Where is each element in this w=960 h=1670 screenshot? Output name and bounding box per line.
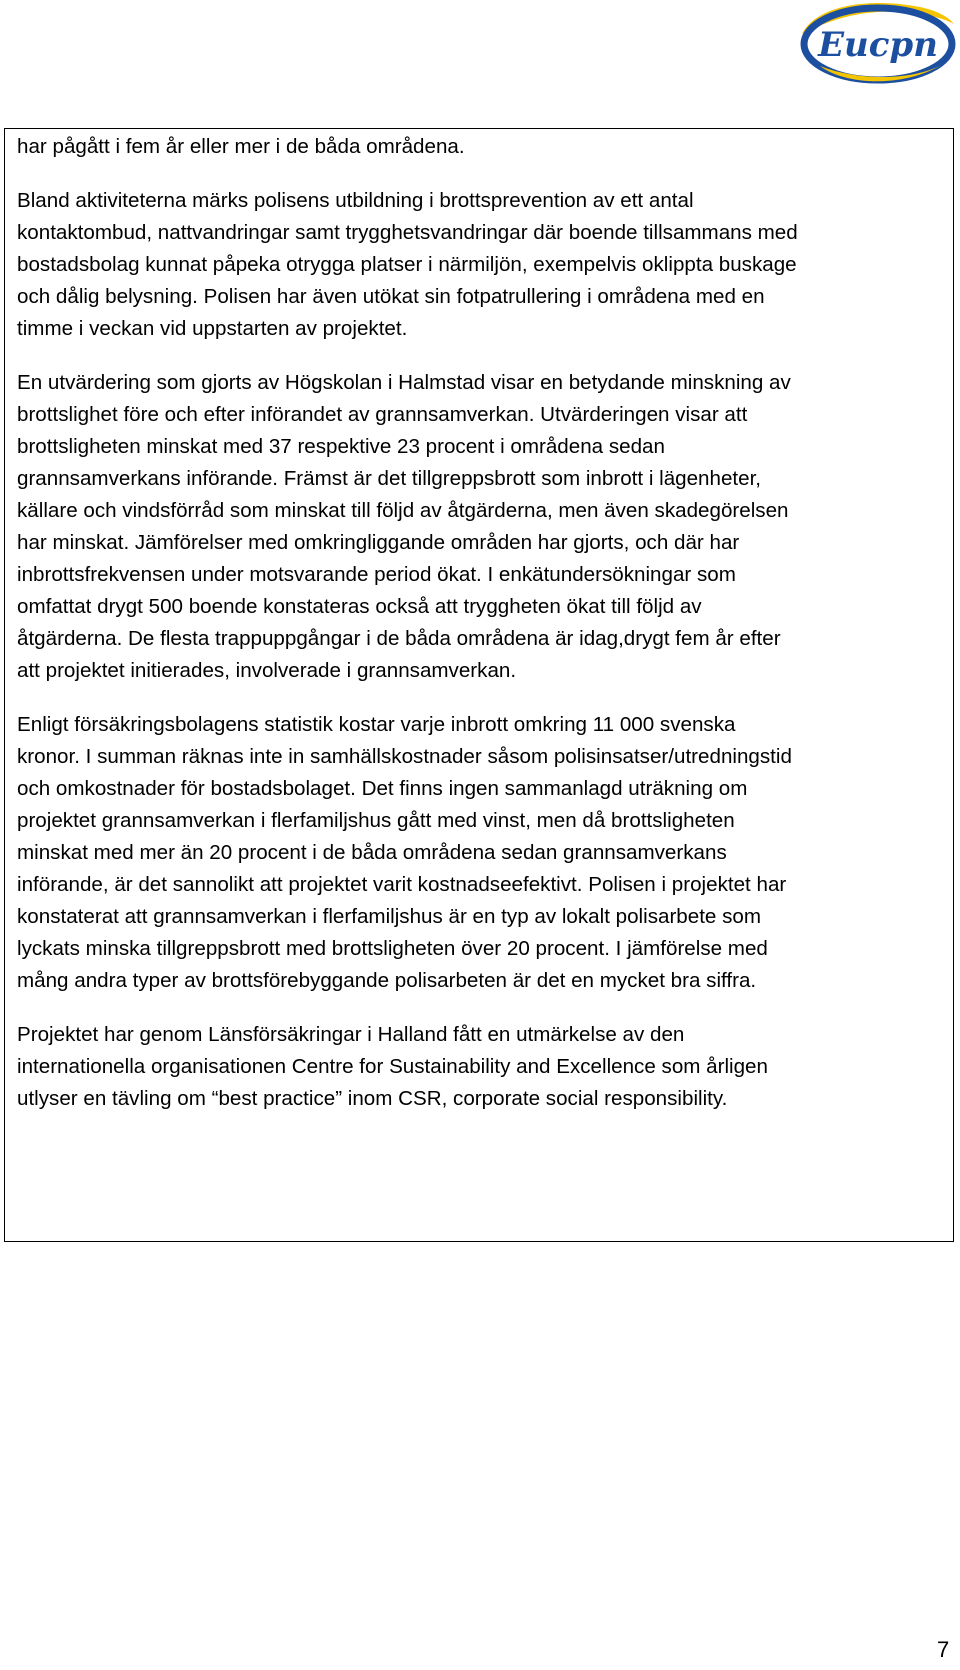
text-line: bostadsbolag kunnat påpeka otrygga platser i närmiljön, exempelvis oklippta buskage <box>17 253 797 276</box>
text-line: åtgärderna. De flesta trappuppgångar i de båda områdena är idag,drygt fem år efter <box>17 627 781 650</box>
text-line: minskat med mer än 20 procent i de båda områdena sedan grannsamverkans <box>17 841 727 864</box>
text-line: Enligt försäkringsbolagens statistik kostar varje inbrott omkring 11 000 svenska <box>17 713 736 736</box>
text-line: källare och vindsförråd som minskat till följd av åtgärderna, men även skadegörelsen <box>17 499 789 522</box>
text-line: kronor. I summan räknas inte in samhällskostnader såsom polisinsatser/utredningstid <box>17 745 792 768</box>
paragraph-5 <box>17 1019 947 1115</box>
logo-text: Eucpn <box>818 25 938 65</box>
page-number: 7 <box>937 1637 950 1662</box>
paragraph-3 <box>17 367 947 687</box>
text-line: och omkostnader för bostadsbolaget. Det finns ingen sammanlagd uträkning om <box>17 777 748 800</box>
text-line: inbrottsfrekvensen under motsvarande period ökat. I enkätundersökningar som <box>17 563 736 586</box>
text-line: brottsligheten minskat med 37 respektive 23 procent i områdena sedan <box>17 435 665 458</box>
text-line: Projektet har genom Länsförsäkringar i Halland fått en utmärkelse av den <box>17 1023 685 1046</box>
body-text <box>17 131 947 1115</box>
text-line: mång andra typer av brottsförebyggande polisarbeten är det en mycket bra siffra. <box>17 969 757 992</box>
paragraph-2 <box>17 185 947 345</box>
text-line: projektet grannsamverkan i flerfamiljshus gått med vinst, men då brottsligheten <box>17 809 735 832</box>
text-line: lyckats minska tillgreppsbrott med brottsligheten över 20 procent. I jämförelse med <box>17 937 768 960</box>
paragraph-1 <box>17 131 947 163</box>
text-line: internationella organisationen Centre for Sustainability and Excellence som årligen <box>17 1055 768 1078</box>
text-line: och dålig belysning. Polisen har även utökat sin fotpatrullering i områdena med en <box>17 285 765 308</box>
text-line: konstaterat att grannsamverkan i flerfamiljshus är en typ av lokalt polisarbete som <box>17 905 762 928</box>
text-line: timme i veckan vid uppstarten av projektet. <box>17 317 408 340</box>
content-box <box>4 128 954 1242</box>
text-line: Bland aktiviteterna märks polisens utbildning i brottsprevention av ett antal <box>17 189 694 212</box>
text-line: grannsamverkans införande. Främst är det tillgreppsbrott som inbrott i lägenheter, <box>17 467 762 490</box>
text-line: brottslighet före och efter införandet av grannsamverkan. Utvärderingen visar att <box>17 403 748 426</box>
eucpn-logo-graphic <box>796 0 960 92</box>
text-line: införande, är det sannolikt att projektet varit kostnadseefektivt. Polisen i projektet har <box>17 873 787 896</box>
text-line: har minskat. Jämförelser med omkringliggande områden har gjorts, och där har <box>17 531 740 554</box>
text-line: omfattat drygt 500 boende konstateras också att tryggheten ökat till följd av <box>17 595 702 618</box>
text-line: En utvärdering som gjorts av Högskolan i Halmstad visar en betydande minskning av <box>17 371 791 394</box>
text-line: utlyser en tävling om “best practice” inom CSR, corporate social responsibility. <box>17 1087 728 1110</box>
text-line: att projektet initierades, involverade i grannsamverkan. <box>17 659 517 682</box>
paragraph-4 <box>17 709 947 997</box>
text-line: har pågått i fem år eller mer i de båda områdena. <box>17 135 465 158</box>
text-line: kontaktombud, nattvandringar samt trygghetsvandringar där boende tillsammans med <box>17 221 798 244</box>
eucpn-logo <box>796 0 960 92</box>
